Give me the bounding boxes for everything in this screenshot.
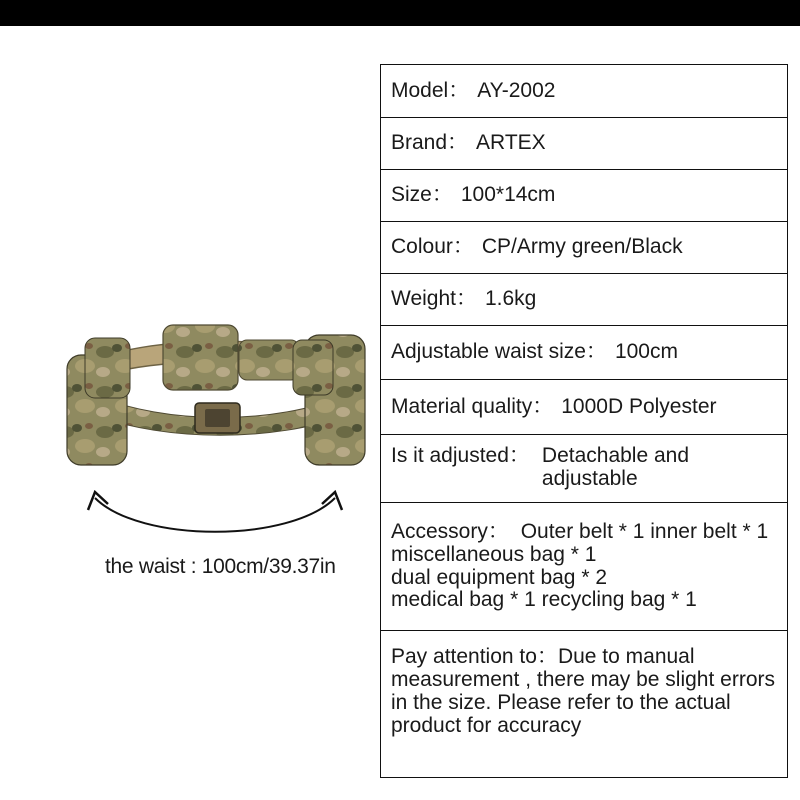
accessory-item: medical bag * 1 recycling bag * 1 bbox=[391, 588, 697, 612]
spec-row-waist-size bbox=[381, 326, 787, 380]
accessory-item: dual equipment bag * 2 bbox=[391, 565, 607, 589]
weight-label: Weight： bbox=[391, 287, 477, 311]
waist-measurement-label: the waist : 100cm/39.37in bbox=[105, 555, 336, 578]
model-value: AY-2002 bbox=[477, 78, 556, 102]
brand-value: ARTEX bbox=[476, 131, 546, 155]
waist-arrow bbox=[80, 478, 350, 548]
size-value: 100*14cm bbox=[460, 183, 556, 207]
adjusted-value: Detachable and adjustable bbox=[541, 444, 690, 490]
notice-label: Pay attention to： bbox=[391, 645, 558, 668]
top-black-bar bbox=[0, 0, 800, 26]
model-label: Model： bbox=[391, 78, 470, 102]
adjusted-label: Is it adjusted： bbox=[391, 444, 530, 467]
waist-size-label: Adjustable waist size： bbox=[391, 340, 607, 364]
belt-illustration bbox=[55, 300, 385, 500]
colour-label: Colour： bbox=[391, 235, 474, 259]
accessory-first-line bbox=[391, 521, 768, 544]
notice-text bbox=[391, 645, 779, 737]
spec-row-brand bbox=[381, 118, 787, 170]
belt-image bbox=[55, 300, 385, 500]
colour-value: CP/Army green/Black bbox=[481, 235, 683, 259]
spec-row-adjusted bbox=[381, 435, 787, 503]
accessory-item: miscellaneous bag * 1 bbox=[391, 542, 597, 566]
spec-table bbox=[380, 64, 788, 778]
size-label: Size： bbox=[391, 183, 453, 207]
material-value: 1000D Polyester bbox=[561, 394, 717, 418]
waist-size-value: 100cm bbox=[614, 340, 678, 364]
weight-value: 1.6kg bbox=[484, 287, 537, 311]
spec-row-material bbox=[381, 380, 787, 435]
accessory-label: Accessory： bbox=[391, 520, 509, 544]
notice-value: Due to manual measurement , there may be slight errors in the size. Please refer to the actual product for accuracy bbox=[391, 645, 775, 738]
spec-row-accessory bbox=[381, 503, 787, 631]
spec-row-colour bbox=[381, 222, 787, 274]
spec-row-size bbox=[381, 170, 787, 222]
brand-label: Brand： bbox=[391, 131, 469, 155]
spec-row-model bbox=[381, 65, 787, 118]
spec-row-notice bbox=[381, 631, 787, 777]
spec-row-weight bbox=[381, 274, 787, 326]
material-label: Material quality： bbox=[391, 394, 554, 418]
accessory-item: Outer belt * 1 inner belt * 1 bbox=[520, 520, 769, 544]
